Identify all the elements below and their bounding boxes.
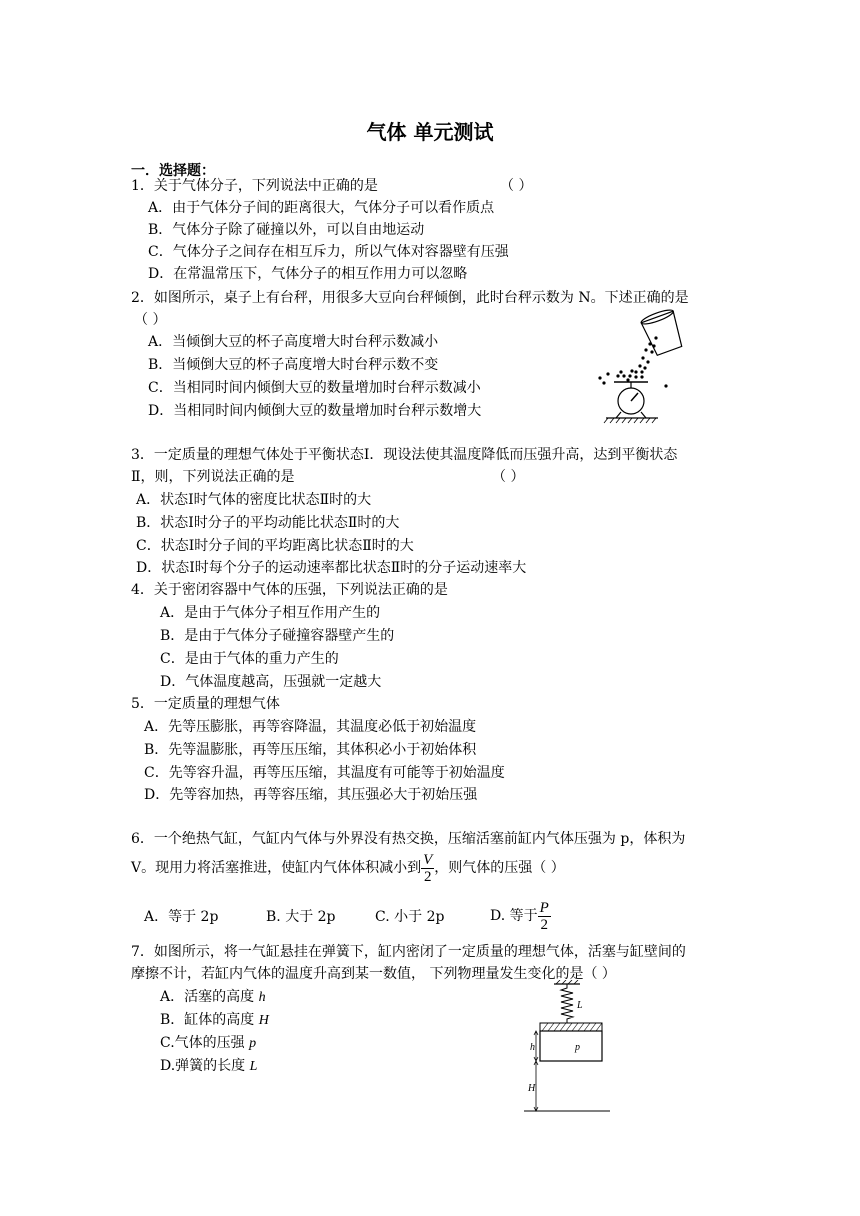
spring-cylinder-figure — [520, 980, 620, 1116]
q3-option-a: A．状态Ⅰ时气体的密度比状态Ⅱ时的大 — [136, 492, 372, 508]
q4-stem: 4．关于密闭容器中气体的压强，下列说法正确的是 — [131, 582, 448, 598]
fig-label-L: L — [577, 1000, 583, 1011]
q2-option-a: A．当倾倒大豆的杯子高度增大时台秤示数减小 — [148, 334, 439, 350]
scale-beans-figure — [588, 308, 688, 428]
q6-option-b: B. 大于 2p — [266, 909, 336, 925]
q5-option-c: C．先等容升温，再等压压缩，其温度有可能等于初始温度 — [144, 765, 505, 781]
fig-label-h: h — [530, 1042, 535, 1053]
q6-option-d — [490, 899, 551, 933]
q5-option-d: D．先等容加热，再等容压缩，其压强必大于初始压强 — [144, 787, 478, 803]
q3-stem-line2: Ⅱ，则，下列说法正确的是 — [131, 469, 295, 485]
q1-option-b: B．气体分子除了碰撞以外，可以自由地运动 — [148, 222, 425, 238]
q6-stem-part2: ，则气体的压强（ ） — [434, 860, 565, 876]
q6-frac-num: V — [423, 851, 433, 868]
q3-option-b: B．状态Ⅰ时分子的平均动能比状态Ⅱ时的大 — [136, 515, 400, 531]
q4-option-a: A．是由于气体分子相互作用产生的 — [160, 605, 381, 621]
fig-label-p: p — [575, 1042, 580, 1053]
q7-option-b-text: B．缸体的高度 — [160, 1012, 255, 1028]
q5-stem: 5．一定质量的理想气体 — [131, 696, 280, 712]
q6-stem-line1: 6．一个绝热气缸，气缸内气体与外界没有热交换，压缩活塞前缸内气体压强为 p，体积为 — [131, 831, 686, 847]
q6-stem-part1: V。现用力将活塞推进，使缸内气体体积减小到 — [131, 860, 422, 876]
q7-option-c-text: C.气体的压强 — [160, 1035, 245, 1051]
q7-option-a-var: h — [258, 990, 266, 1005]
q7-option-d-text: D.弹簧的长度 — [160, 1058, 246, 1074]
q5-option-a: A．先等压膨胀，再等容降温，其温度必低于初始温度 — [144, 719, 477, 735]
q6-option-d-den: 2 — [540, 916, 548, 933]
q6-option-d-fraction — [538, 900, 551, 933]
cylinder-icon — [540, 1031, 602, 1061]
q3-answer-paren: （ ） — [492, 469, 525, 485]
q7-option-c-var: p — [249, 1036, 257, 1051]
q2-option-d: D．当相同时间内倾倒大豆的数量增加时台秤示数增大 — [148, 403, 482, 419]
q1-stem — [131, 177, 378, 195]
q6-option-c: C. 小于 2p — [375, 909, 445, 925]
beans-icon — [598, 336, 667, 387]
q7-option-d — [160, 1057, 257, 1076]
q6-fraction — [421, 852, 434, 885]
q1-option-d: D．在常温常压下，气体分子的相互作用力可以忽略 — [148, 266, 468, 282]
q5-option-b: B．先等温膨胀，再等压压缩，其体积必小于初始体积 — [144, 742, 477, 758]
q6-option-a: A．等于 2p — [144, 909, 219, 925]
q7-stem-line1: 7．如图所示，将一气缸悬挂在弹簧下，缸内密闭了一定质量的理想气体，活塞与缸壁间的 — [131, 944, 686, 960]
spring-icon — [561, 984, 573, 1023]
section-heading: 一．选择题： — [131, 163, 215, 179]
q6-stem-line2 — [131, 851, 565, 885]
q3-stem-line1: 3．一定质量的理想气体处于平衡状态Ⅰ．现设法使其温度降低而压强升高，达到平衡状态 — [131, 447, 678, 463]
q7-option-a-text: A．活塞的高度 — [160, 989, 255, 1005]
q2-option-b: B．当倾倒大豆的杯子高度增大时台秤示数不变 — [148, 357, 439, 373]
q3-option-c: C．状态Ⅰ时分子间的平均距离比状态Ⅱ时的大 — [136, 538, 414, 554]
q1-stem-text: 1．关于气体分子，下列说法中正确的是 — [131, 178, 378, 194]
q2-option-c: C．当相同时间内倾倒大豆的数量增加时台秤示数减小 — [148, 380, 481, 396]
q1-answer-paren: （ ） — [500, 178, 533, 194]
q7-option-b — [160, 1011, 269, 1030]
q4-option-c: C．是由于气体的重力产生的 — [160, 651, 339, 667]
q1-option-c: C．气体分子之间存在相互斥力，所以气体对容器壁有压强 — [148, 244, 509, 260]
q2-answer-paren: （ ） — [134, 312, 167, 328]
q7-option-b-var: H — [258, 1013, 269, 1028]
q7-option-d-var: L — [249, 1059, 258, 1074]
q7-stem-line2: 摩擦不计，若缸内气体的温度升高到某一数值， 下列物理量发生变化的是（ ） — [131, 966, 616, 982]
fig-label-H: H — [528, 1083, 536, 1094]
q4-option-b: B．是由于气体分子碰撞容器壁产生的 — [160, 628, 395, 644]
q3-option-d: D．状态Ⅰ时每个分子的运动速率都比状态Ⅱ时的分子运动速率大 — [136, 560, 527, 576]
q6-option-d-num: P — [539, 899, 549, 916]
q1-option-a: A．由于气体分子间的距离很大，气体分子可以看作质点 — [148, 200, 495, 216]
q2-stem: 2．如图所示，桌子上有台秤，用很多大豆向台秤倾倒，此时台秤示数为 N。下述正确的是 — [131, 290, 689, 306]
q7-option-a — [160, 988, 266, 1007]
page-title: 气体 单元测试 — [366, 120, 494, 144]
q6-option-d-text: D. 等于 — [490, 908, 538, 924]
q4-option-d: D．气体温度越高，压强就一定越大 — [160, 674, 382, 690]
q7-option-c — [160, 1034, 256, 1053]
q6-frac-den: 2 — [423, 868, 432, 885]
